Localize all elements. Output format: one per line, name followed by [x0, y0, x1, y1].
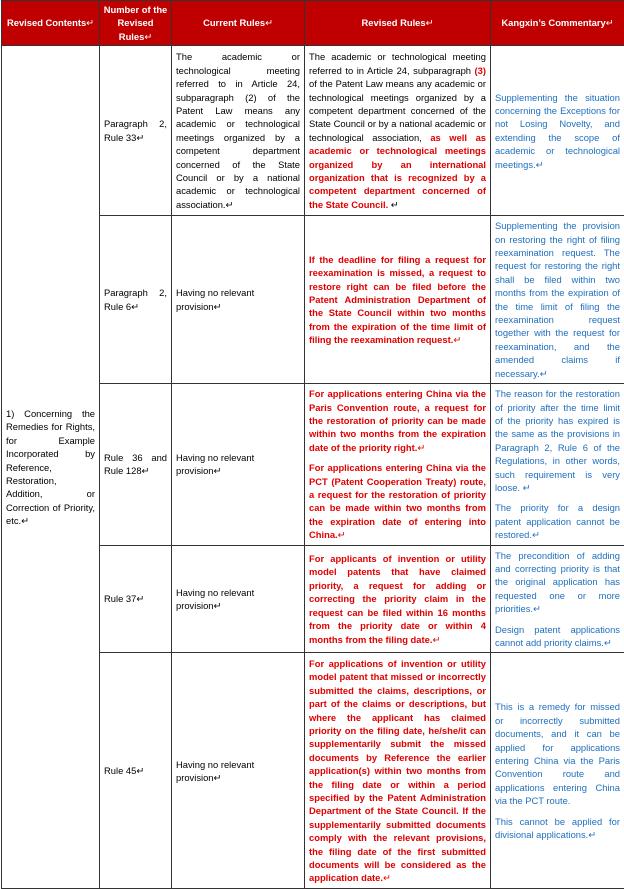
rule-number-cell: Rule 45↵	[100, 653, 172, 889]
rules-comparison-table	[1, 0, 624, 889]
rule-number-cell: Rule 37↵	[100, 545, 172, 653]
commentary-cell: Supplementing the situation concerning the Exceptions for not Losing Novelty, and extending the scope of academic or technological meetings.↵	[491, 46, 624, 216]
table-row	[2, 46, 624, 216]
revised-rule-cell: The academic or technological meeting referred to in Article 24, subparagraph (3) of the Patent Law means any academic or technological meetings organized by a competent department concerned of the State Council or by a national academic or technological association, as well as academic or technological meetings organized by an international organization that is recognized by a competent department concerned of the State Council. ↵	[305, 46, 491, 216]
revised-rule-cell: For applications entering China via the Paris Convention route, a request for the restoration of priority can be made within two months from the expiration date of the priority right.↵ For applications entering China via the PCT (Patent Cooperation Treaty) route, a request for the restoration of priority can be made within two months from the expiration date of entering into China.↵	[305, 384, 491, 545]
section-label-cell: 1) Concerning the Remedies for Rights, for Example Incorporated by Reference, Restoration, Addition, or Correction of Priority, etc.↵	[2, 46, 100, 889]
header-commentary: Kangxin’s Commentary↵	[491, 1, 624, 46]
commentary-cell: The precondition of adding and correcting priority is that the original application has requested one or more priorities.↵ Design patent applications cannot add priority claims.↵	[491, 545, 624, 653]
revised-rule-cell: For applicants of invention or utility model patents that have claimed priority, a request for adding or correcting the priority claim in the request can be filed within 16 months from the priority date or within 4 months from the filing date.↵	[305, 545, 491, 653]
rule-number-cell: Paragraph 2, Rule 6↵	[100, 216, 172, 384]
revised-rule-cell: If the deadline for filing a request for reexamination is missed, a request to restore right can be filed before the Patent Administration Department of the State Council within two months from the expiration of the time limit of filing the reexamination request.↵	[305, 216, 491, 384]
commentary-cell: This is a remedy for missed or incorrectly submitted documents, and it can be applied for applications entering China via the Paris Convention route and applications entering China via the PCT route. This cannot be applied for divisional applications.↵	[491, 653, 624, 889]
header-number-revised-rules: Number of the Revised Rules↵	[100, 1, 172, 46]
rule-number-cell: Rule 36 and Rule 128↵	[100, 384, 172, 545]
current-rule-cell: Having no relevant provision↵	[172, 545, 305, 653]
header-revised-contents: Revised Contents↵	[2, 1, 100, 46]
revised-rule-cell: For applications of invention or utility model patent that missed or incorrectly submitted the claims, descriptions, or part of the claims or descriptions, but where the applicant has claimed priority on the filing date, he/she/it can supplementarily submit the missed documents by Reference the earlier application(s) within two months from the filing date or within a period specified by the Patent Administration Department of the State Council. If the supplementarily submitted documents comply with the relevant provisions, the filing date of the first submitted documents will be considered as the application date.↵	[305, 653, 491, 889]
rule-number-cell: Paragraph 2, Rule 33↵	[100, 46, 172, 216]
commentary-cell: Supplementing the provision on restoring the right of filing reexamination request. The request for restoring the right shall be filed within two months from the expiration of the time limit of filing the reexamination request together with the request for reexamination, and the amended claims if necessary.↵	[491, 216, 624, 384]
header-revised-rules: Revised Rules↵	[305, 1, 491, 46]
commentary-cell: The reason for the restoration of priority after the time limit of the priority has expired is the same as the provisions in Paragraph 2, Rule 6 of the Regulations, in other words, such requirement is very loose. ↵ The priority for a design patent application cannot be restored.↵	[491, 384, 624, 545]
current-rule-cell: The academic or technological meeting referred to in Article 24, subparagraph (2) of the Patent Law means any academic or technological meetings organized by a competent department concerned of the State Council or by a national academic or technological association.↵	[172, 46, 305, 216]
current-rule-cell: Having no relevant provision↵	[172, 653, 305, 889]
current-rule-cell: Having no relevant provision↵	[172, 384, 305, 545]
header-current-rules: Current Rules↵	[172, 1, 305, 46]
current-rule-cell: Having no relevant provision↵	[172, 216, 305, 384]
table-header-row	[2, 1, 624, 46]
